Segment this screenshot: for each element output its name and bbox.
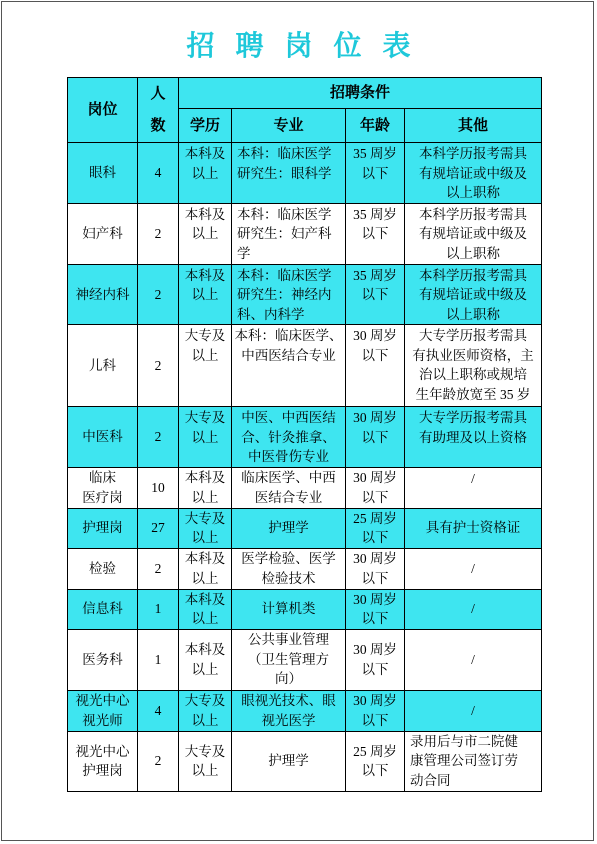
- cell-count: 2: [138, 548, 179, 589]
- cell-major: 计算机类: [232, 589, 346, 629]
- cell-age: 35 周岁 以下: [346, 264, 405, 325]
- header-row: [68, 78, 542, 109]
- table-row: [68, 629, 542, 690]
- cell-position: 检验: [68, 548, 138, 589]
- cell-education: 大专及 以上: [179, 690, 232, 731]
- cell-education: 大专及 以上: [179, 731, 232, 791]
- cell-age: 30 周岁 以下: [346, 407, 405, 468]
- header-age: 年龄: [346, 109, 405, 143]
- cell-major: 公共事业管理 （卫生管理方 向）: [232, 629, 346, 690]
- cell-count: 4: [138, 690, 179, 731]
- cell-count: 2: [138, 407, 179, 468]
- table-row: [68, 325, 542, 407]
- cell-other: /: [405, 690, 542, 731]
- cell-education: 大专及 以上: [179, 325, 232, 407]
- cell-age: 25 周岁 以下: [346, 508, 405, 548]
- cell-major: 医学检验、医学 检验技术: [232, 548, 346, 589]
- cell-education: 本科及 以上: [179, 467, 232, 508]
- cell-age: 30 周岁 以下: [346, 467, 405, 508]
- cell-other: 具有护士资格证: [405, 508, 542, 548]
- cell-major: 护理学: [232, 508, 346, 548]
- cell-other: 大专学历报考需具 有执业医师资格，主 治以上职称或规培 生年龄放宽至 35 岁: [405, 325, 542, 407]
- table-row: [68, 407, 542, 468]
- header-count: 人 数: [138, 78, 179, 143]
- cell-count: 2: [138, 325, 179, 407]
- table-row: [68, 203, 542, 264]
- cell-age: 30 周岁 以下: [346, 325, 405, 407]
- cell-other: 本科学历报考需具 有规培证或中级及 以上职称: [405, 143, 542, 204]
- cell-other: /: [405, 629, 542, 690]
- table-row: [68, 143, 542, 204]
- header-major: 专业: [232, 109, 346, 143]
- cell-count: 10: [138, 467, 179, 508]
- page-title: 招聘岗位表: [186, 31, 432, 62]
- cell-count: 4: [138, 143, 179, 204]
- cell-major: 本科：临床医学 研究生：妇产科 学: [232, 203, 346, 264]
- cell-other: 本科学历报考需具 有规培证或中级及 以上职称: [405, 203, 542, 264]
- table-row: [68, 731, 542, 791]
- table-row: [68, 690, 542, 731]
- cell-education: 本科及 以上: [179, 629, 232, 690]
- cell-position: 神经内科: [68, 264, 138, 325]
- cell-education: 本科及 以上: [179, 143, 232, 204]
- cell-major: 本科：临床医学、 中西医结合专业: [232, 325, 346, 407]
- cell-education: 本科及 以上: [179, 548, 232, 589]
- table-row: [68, 508, 542, 548]
- cell-other: /: [405, 548, 542, 589]
- cell-major: 中医、中西医结 合、针灸推拿、 中医骨伤专业: [232, 407, 346, 468]
- table-row: [68, 467, 542, 508]
- cell-age: 30 周岁 以下: [346, 589, 405, 629]
- header-conditions: 招聘条件: [179, 78, 542, 109]
- cell-count: 27: [138, 508, 179, 548]
- table-row: [68, 264, 542, 325]
- cell-count: 2: [138, 203, 179, 264]
- header-position: 岗位: [68, 78, 138, 143]
- cell-count: 1: [138, 629, 179, 690]
- cell-position: 信息科: [68, 589, 138, 629]
- cell-count: 1: [138, 589, 179, 629]
- cell-position: 中医科: [68, 407, 138, 468]
- cell-count: 2: [138, 264, 179, 325]
- header-education: 学历: [179, 109, 232, 143]
- cell-position: 临床 医疗岗: [68, 467, 138, 508]
- cell-position: 视光中心 视光师: [68, 690, 138, 731]
- cell-age: 35 周岁 以下: [346, 143, 405, 204]
- cell-position: 护理岗: [68, 508, 138, 548]
- cell-other: /: [405, 589, 542, 629]
- cell-major: 眼视光技术、眼 视光医学: [232, 690, 346, 731]
- cell-other: 录用后与市二院健 康管理公司签订劳 动合同: [405, 731, 542, 791]
- table-header: [68, 78, 542, 143]
- header-other: 其他: [405, 109, 542, 143]
- cell-education: 本科及 以上: [179, 264, 232, 325]
- cell-education: 大专及 以上: [179, 508, 232, 548]
- cell-age: 30 周岁 以下: [346, 690, 405, 731]
- cell-other: 本科学历报考需具 有规培证或中级及 以上职称: [405, 264, 542, 325]
- cell-age: 30 周岁 以下: [346, 629, 405, 690]
- cell-other: /: [405, 467, 542, 508]
- cell-other: 大专学历报考需具 有助理及以上资格: [405, 407, 542, 468]
- cell-education: 本科及 以上: [179, 203, 232, 264]
- cell-position: 儿科: [68, 325, 138, 407]
- cell-education: 本科及 以上: [179, 589, 232, 629]
- cell-position: 医务科: [68, 629, 138, 690]
- cell-education: 大专及 以上: [179, 407, 232, 468]
- cell-count: 2: [138, 731, 179, 791]
- cell-position: 眼科: [68, 143, 138, 204]
- cell-major: 本科：临床医学 研究生：神经内 科、内科学: [232, 264, 346, 325]
- table-row: [68, 548, 542, 589]
- cell-age: 25 周岁 以下: [346, 731, 405, 791]
- cell-age: 35 周岁 以下: [346, 203, 405, 264]
- table-row: [68, 589, 542, 629]
- recruitment-table: [67, 77, 542, 792]
- cell-position: 妇产科: [68, 203, 138, 264]
- table-body: [68, 143, 542, 792]
- cell-major: 本科：临床医学 研究生：眼科学: [232, 143, 346, 204]
- cell-major: 护理学: [232, 731, 346, 791]
- cell-position: 视光中心 护理岗: [68, 731, 138, 791]
- cell-age: 30 周岁 以下: [346, 548, 405, 589]
- cell-major: 临床医学、中西 医结合专业: [232, 467, 346, 508]
